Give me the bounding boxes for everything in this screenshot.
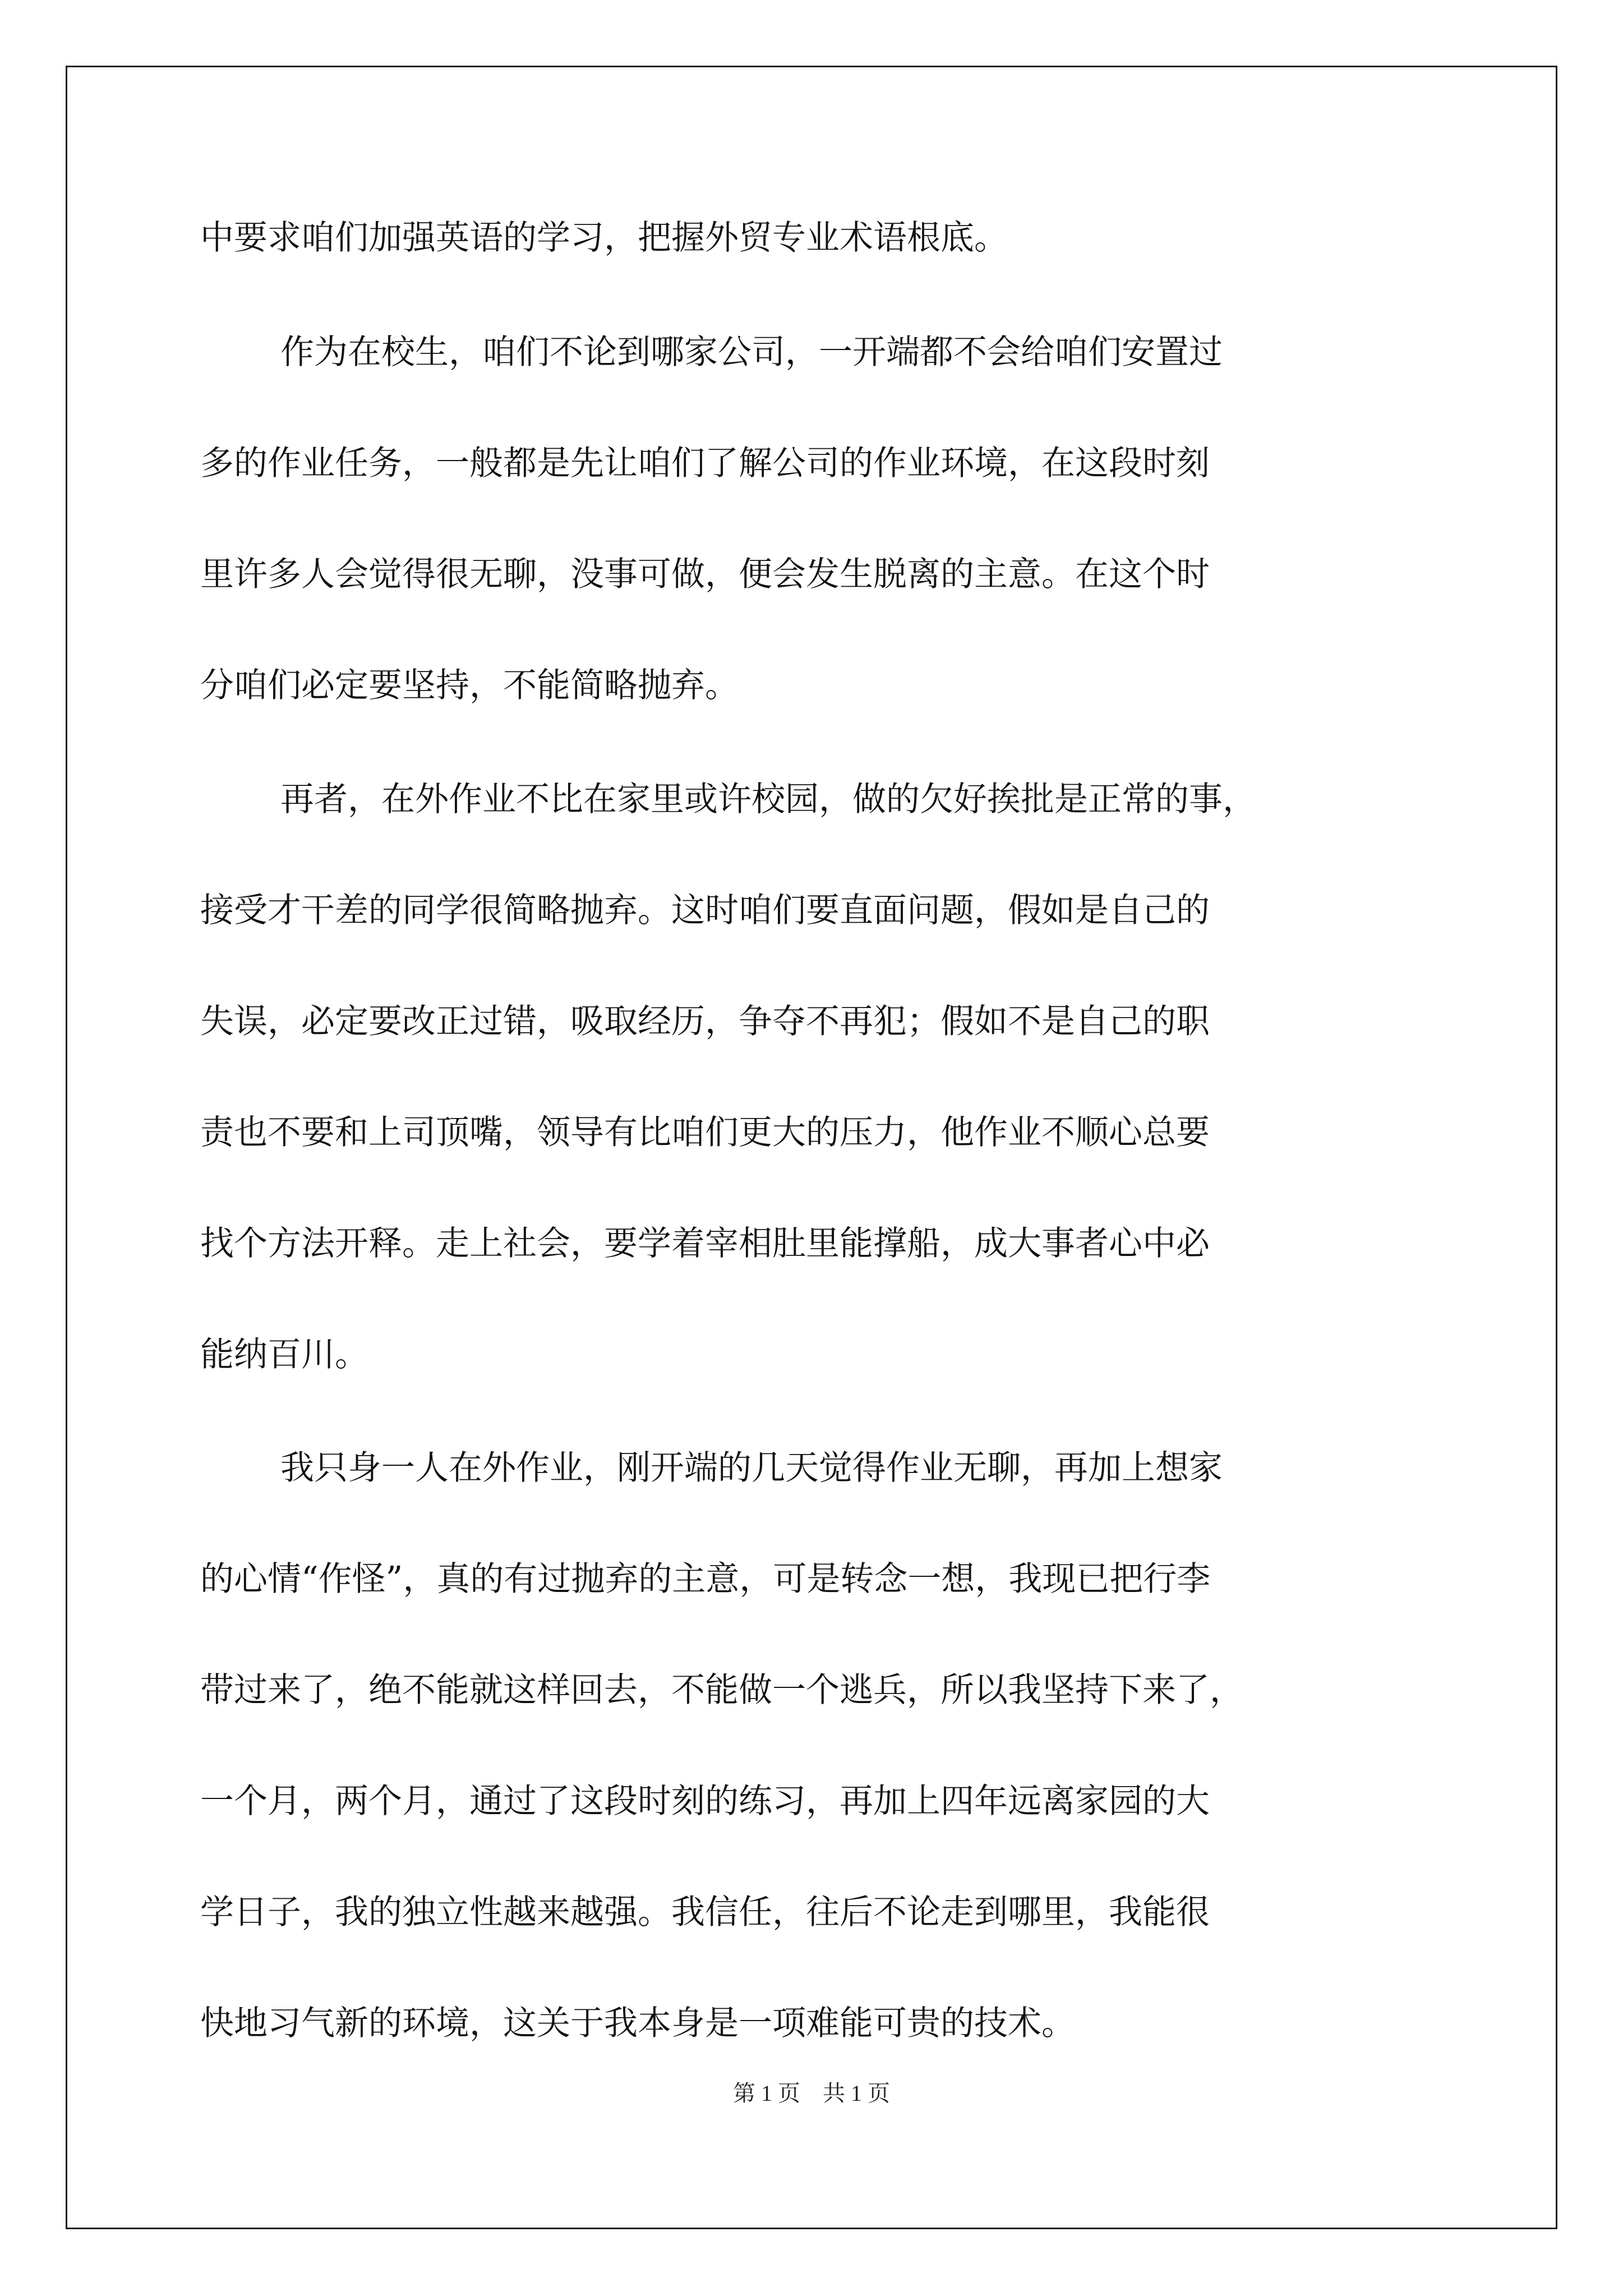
paragraph-first-line: 作为在校生，咱们不论到哪家公司，一开端都不会给咱们安置过	[280, 333, 1223, 372]
page-number-footer: 第 1 页 共 1 页	[733, 2081, 890, 2106]
text-line: 失误，必定要改正过错，吸取经历，争夺不再犯；假如不是自己的职	[200, 1002, 1210, 1041]
text-line: 学日子，我的独立性越来越强。我信任，往后不论走到哪里，我能很	[200, 1893, 1210, 1932]
text-line: 中要求咱们加强英语的学习，把握外贸专业术语根底。	[200, 218, 1008, 257]
text-line: 责也不要和上司顶嘴，领导有比咱们更大的压力，他作业不顺心总要	[200, 1113, 1210, 1152]
text-line: 一个月，两个月，通过了这段时刻的练习，再加上四年远离家园的大	[200, 1782, 1210, 1821]
text-line: 接受才干差的同学很简略抛弃。这时咱们要直面问题，假如是自己的	[200, 891, 1210, 930]
text-line: 里许多人会觉得很无聊，没事可做，便会发生脱离的主意。在这个时	[200, 555, 1210, 594]
text-line: 带过来了，绝不能就这样回去，不能做一个逃兵，所以我坚持下来了，	[200, 1671, 1243, 1710]
paragraph-first-line: 再者，在外作业不比在家里或许校园，做的欠好挨批是正常的事，	[280, 780, 1256, 819]
text-line: 找个方法开释。走上社会，要学着宰相肚里能撑船，成大事者心中必	[200, 1224, 1210, 1263]
text-line: 的心情“作怪”，真的有过抛弃的主意，可是转念一想，我现已把行李	[200, 1559, 1211, 1599]
text-line: 多的作业任务，一般都是先让咱们了解公司的作业环境，在这段时刻	[200, 444, 1210, 483]
paragraph-first-line: 我只身一人在外作业，刚开端的几天觉得作业无聊，再加上想家	[280, 1448, 1223, 1488]
text-line: 能纳百川。	[200, 1335, 368, 1374]
text-line: 快地习气新的环境，这关于我本身是一项难能可贵的技术。	[200, 2004, 1075, 2043]
text-line: 分咱们必定要坚持，不能简略抛弃。	[200, 666, 739, 705]
